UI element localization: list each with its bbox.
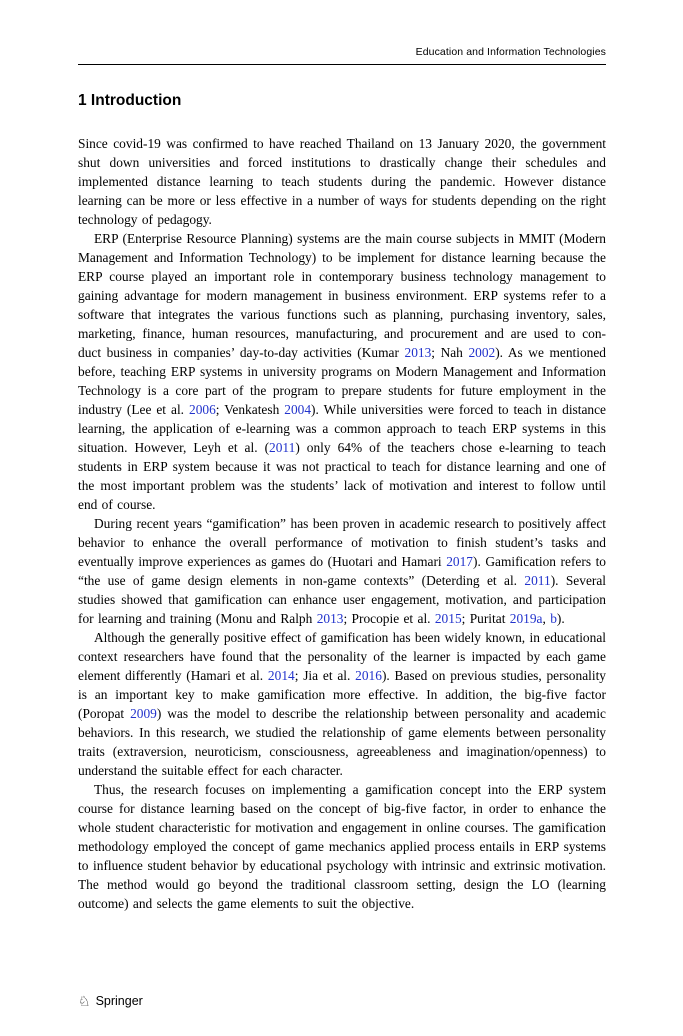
page-footer [78, 994, 143, 1008]
citation-link[interactable]: 2016 [355, 668, 382, 683]
section-heading: 1 Introduction [78, 92, 182, 109]
text-run: ). Several studies showed that gamification can enhance user engagement, motivation, and participation for learning and training (Monu and Ralph [78, 573, 607, 626]
citation-link[interactable]: 2006 [189, 402, 216, 417]
springer-logo-icon: ♘ [78, 993, 91, 1009]
citation-link[interactable]: 2011 [524, 573, 551, 588]
text-run: Since covid-19 was confirmed to have reached Thailand on 13 January 2020, the government shut down universities and forced institutions to drastically change their schedules and implemented distance learning to teach students during the pandemic. However distance learning can be more or less effective in a number of ways for students depending on the right technology of pedagogy. [78, 136, 606, 227]
citation-link[interactable]: 2019a [509, 611, 543, 626]
text-run: ERP (Enterprise Resource Planning) systems are the main course subjects in MMIT (Modern Management and Information Technology) to be implement for distance learning because the ERP course played an important role in contemporary business technology management to gaining advantage for modern management in business environment. ERP systems refer to a software that integrates the various functions such as planning, purchasing inventory, sales, marketing, finance, human resources, manufacturing, and procurement and are used to con- duct business in companies’ day-to-day activities (Kumar [78, 231, 606, 360]
text-run: ). [556, 611, 565, 626]
text-run: ) only 64% of the teachers chose e-learning to teach students in ERP system because it was not practical to teach for distance learning and one of the most important problem was the students’ lack of motivation and interest to follow until end of course. [78, 440, 606, 512]
paragraph [78, 514, 606, 628]
text-run: ) was the model to describe the relationship between personality and academic behaviors. In this research, we studied the relationship of game elements between personality traits (extraversion, neuroticism, consciousness, agreeableness and imagination/openness) to understand the suitable effect for each character. [78, 706, 606, 778]
text-run: ; Jia et al. [294, 668, 356, 683]
citation-link[interactable]: 2015 [434, 611, 462, 626]
citation-link[interactable]: 2009 [130, 706, 157, 721]
paragraph [78, 134, 606, 229]
text-run: ; Nah [431, 345, 469, 360]
text-run: ). Based on previous studies, personality is an important key to make gamification more effective. In addition, the big-five factor (Poropat [78, 668, 606, 721]
text-run: During recent years “gamification” has been proven in academic research to positively affect behavior to enhance the overall performance of motivation to finish student’s tasks and eventually improve experiences as games do (Huotari and Hamari [78, 516, 606, 569]
citation-link[interactable]: b [550, 611, 557, 626]
citation-link[interactable]: 2004 [284, 402, 312, 417]
paragraph [78, 628, 606, 780]
publisher-name: Springer [95, 994, 143, 1008]
text-run: ; Puritat [461, 611, 510, 626]
citation-link[interactable]: 2002 [468, 345, 496, 360]
text-run: ). While universities were forced to teach in distance learning, the application of e-learning was a common approach to teach ERP systems in this situation. However, Leyh et al. ( [78, 402, 607, 455]
text-run: ). Gamification refers to “the use of game design elements in non-game contexts” (Deterding et al. [78, 554, 606, 588]
text-run: , [542, 611, 551, 626]
page-header [78, 46, 606, 65]
running-head: Education and Information Technologies [415, 46, 606, 58]
text-run: ). As we mentioned before, teaching ERP systems in university programs on Modern Management and Information Technology is a core part of the program to prepare students for future employment in the industry (Lee et al. [78, 345, 606, 417]
citation-link[interactable]: 2014 [267, 668, 295, 683]
text-run: Although the generally positive effect of gamification has been widely known, in educational context researchers have found that the personality of the learner is impacted by each game element differently (Hamari et al. [78, 630, 606, 683]
text-run: ; Venkatesh [215, 402, 285, 417]
citation-link[interactable]: 2013 [404, 345, 432, 360]
citation-link[interactable]: 2011 [269, 440, 296, 455]
article-body [78, 134, 606, 913]
paragraph [78, 229, 606, 514]
text-run: ; Procopie et al. [343, 611, 435, 626]
citation-link[interactable]: 2017 [446, 554, 473, 569]
paragraph [78, 780, 606, 913]
header-rule [78, 64, 606, 65]
citation-link[interactable]: 2013 [316, 611, 344, 626]
text-run: Thus, the research focuses on implementing a gamification concept into the ERP system course for distance learning based on the concept of big-five factor, in order to enhance the whole student characteristic for motivation and engagement in online courses. The gamification methodology employed the concept of game mechanics applied process entails in ERP systems to influence student behavior by educational psychology with intrinsic and extrinsic motivation. The method would go beyond the traditional classroom setting, design the LO (learning outcome) and selects the game elements to suit the objective. [78, 782, 606, 911]
